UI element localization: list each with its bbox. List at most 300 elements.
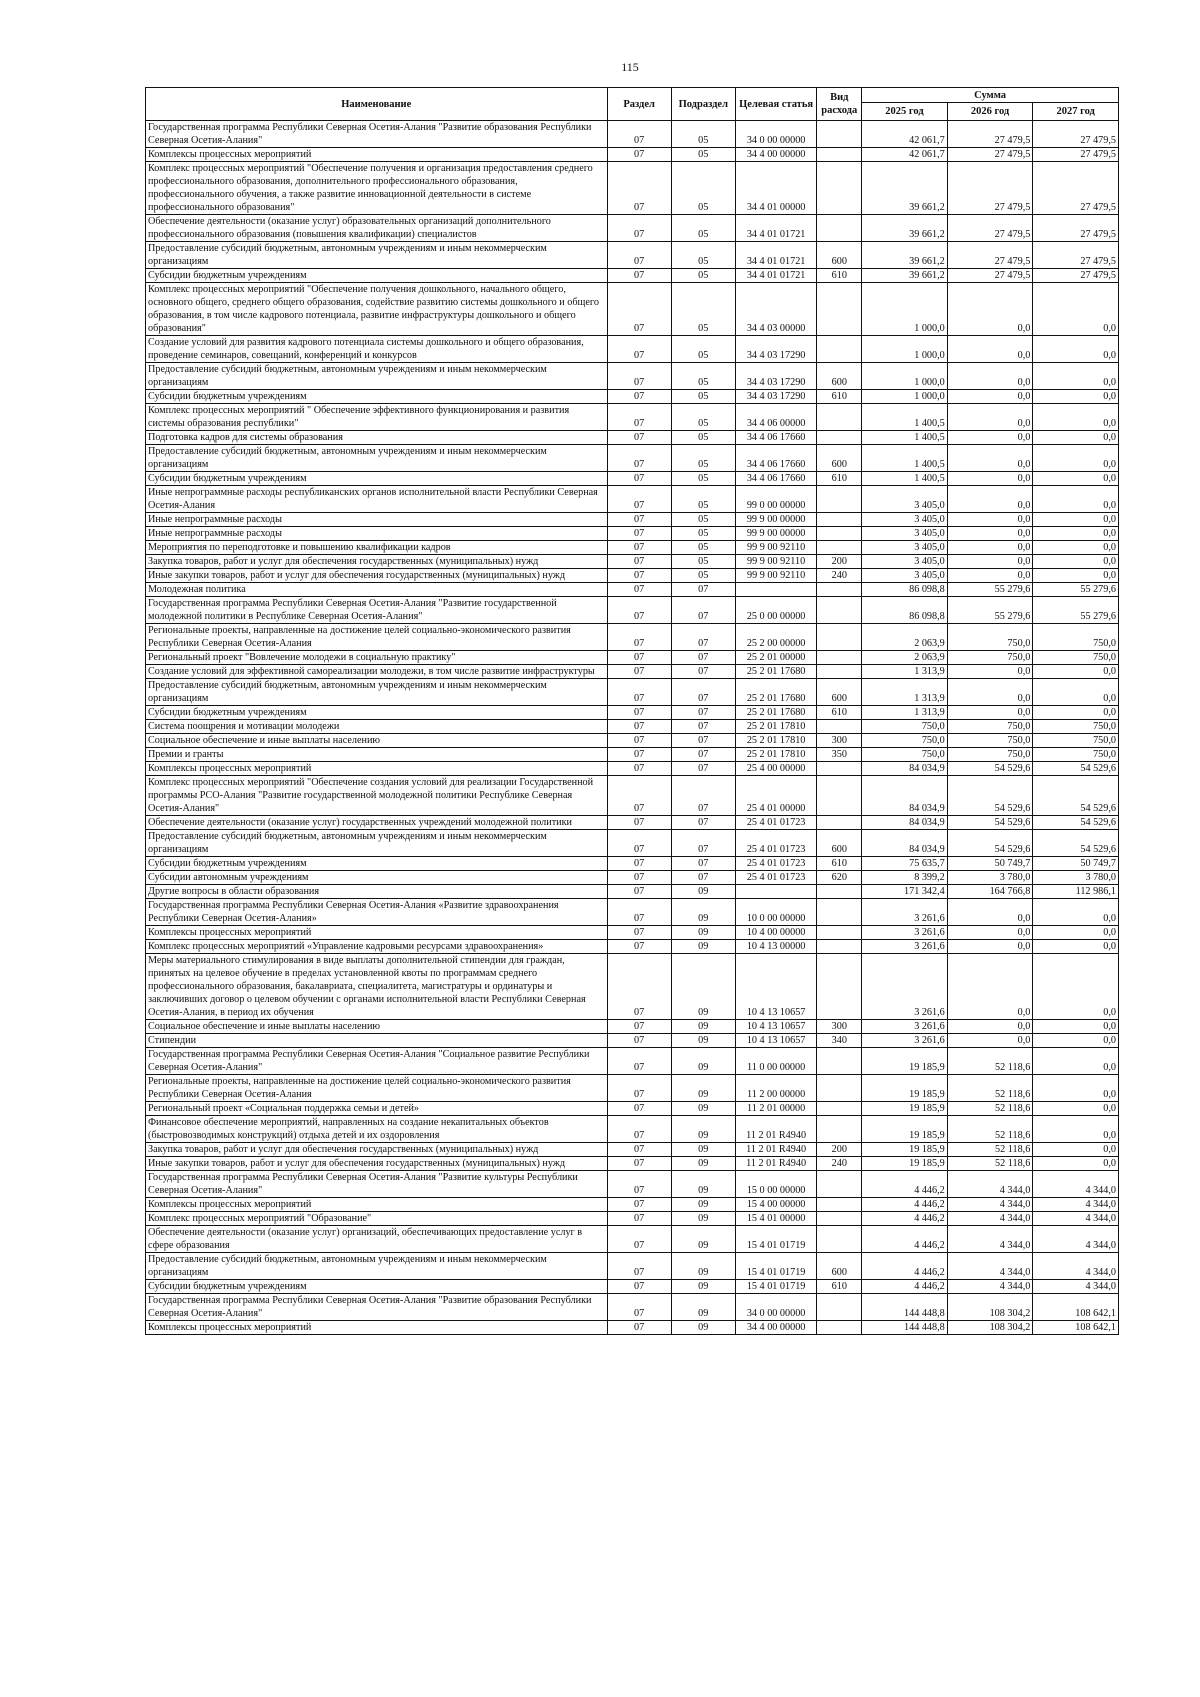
table-row xyxy=(146,762,1119,776)
cell-name: Государственная программа Республики Северная Осетия-Алания "Социальное развитие Республики Северная Осетия-Алания" xyxy=(146,1048,608,1075)
cell-section: 07 xyxy=(607,940,671,954)
cell-amount-2026: 0,0 xyxy=(947,954,1033,1020)
cell-subsection: 09 xyxy=(671,1020,735,1034)
cell-subsection: 09 xyxy=(671,1157,735,1171)
cell-section: 07 xyxy=(607,885,671,899)
cell-amount-2025: 4 446,2 xyxy=(862,1280,948,1294)
cell-amount-2025: 3 261,6 xyxy=(862,1020,948,1034)
cell-amount-2027: 27 479,5 xyxy=(1033,269,1119,283)
cell-target-article xyxy=(735,885,817,899)
cell-name: Комплекс процессных мероприятий "Обеспечение получения и организация предоставления среднего профессионального образования, дополнительного профессионального образования, профессионального обучения, а также развитие инновационной деятельности в системе профессионального образования" xyxy=(146,162,608,215)
cell-expense-kind xyxy=(817,121,862,148)
header-name: Наименование xyxy=(146,88,608,121)
cell-section: 07 xyxy=(607,776,671,816)
cell-section: 07 xyxy=(607,748,671,762)
cell-expense-kind xyxy=(817,404,862,431)
cell-subsection: 09 xyxy=(671,1280,735,1294)
cell-subsection: 09 xyxy=(671,940,735,954)
cell-amount-2025: 3 261,6 xyxy=(862,1034,948,1048)
cell-name: Предоставление субсидий бюджетным, автономным учреждениям и иным некоммерческим организациям xyxy=(146,679,608,706)
cell-subsection: 05 xyxy=(671,390,735,404)
cell-target-article: 25 2 01 17680 xyxy=(735,706,817,720)
cell-name: Комплексы процессных мероприятий xyxy=(146,148,608,162)
table-row xyxy=(146,486,1119,513)
cell-amount-2027: 0,0 xyxy=(1033,1034,1119,1048)
cell-expense-kind: 350 xyxy=(817,748,862,762)
cell-section: 07 xyxy=(607,1157,671,1171)
cell-subsection: 09 xyxy=(671,926,735,940)
cell-target-article: 99 9 00 92110 xyxy=(735,569,817,583)
cell-expense-kind xyxy=(817,720,862,734)
table-row xyxy=(146,1280,1119,1294)
cell-amount-2025: 8 399,2 xyxy=(862,871,948,885)
cell-name: Создание условий для развития кадрового потенциала системы дошкольного и общего образования, проведение семинаров, совещаний, конференций и конкурсов xyxy=(146,336,608,363)
cell-name: Предоставление субсидий бюджетным, автономным учреждениям и иным некоммерческим организациям xyxy=(146,1253,608,1280)
cell-amount-2027: 4 344,0 xyxy=(1033,1171,1119,1198)
cell-section: 07 xyxy=(607,283,671,336)
cell-amount-2026: 52 118,6 xyxy=(947,1048,1033,1075)
cell-amount-2026: 0,0 xyxy=(947,1020,1033,1034)
cell-target-article: 34 4 06 00000 xyxy=(735,404,817,431)
cell-amount-2027: 750,0 xyxy=(1033,734,1119,748)
cell-section: 07 xyxy=(607,242,671,269)
cell-section: 07 xyxy=(607,121,671,148)
cell-expense-kind xyxy=(817,816,862,830)
table-row xyxy=(146,706,1119,720)
cell-amount-2027: 0,0 xyxy=(1033,431,1119,445)
cell-name: Предоставление субсидий бюджетным, автономным учреждениям и иным некоммерческим организациям xyxy=(146,445,608,472)
header-2027: 2027 год xyxy=(1033,103,1119,121)
cell-name: Комплекс процессных мероприятий "Обеспечение получения дошкольного, начального общего, основного общего, среднего общего образования, содействие развитию системы дошкольного и общего образования, в том числе кадрового потенциала, развитие инфраструктуры дошкольного и общего образования" xyxy=(146,283,608,336)
table-row xyxy=(146,624,1119,651)
cell-amount-2026: 0,0 xyxy=(947,486,1033,513)
table-row xyxy=(146,404,1119,431)
cell-name: Премии и гранты xyxy=(146,748,608,762)
cell-expense-kind xyxy=(817,1102,862,1116)
cell-amount-2026: 4 344,0 xyxy=(947,1280,1033,1294)
cell-expense-kind xyxy=(817,954,862,1020)
table-row xyxy=(146,162,1119,215)
cell-amount-2027: 0,0 xyxy=(1033,940,1119,954)
cell-subsection: 05 xyxy=(671,215,735,242)
cell-amount-2025: 39 661,2 xyxy=(862,242,948,269)
cell-name: Комплекс процессных мероприятий " Обеспечение эффективного функционирования и развития системы образования республики" xyxy=(146,404,608,431)
cell-subsection: 07 xyxy=(671,871,735,885)
cell-subsection: 09 xyxy=(671,1102,735,1116)
cell-expense-kind: 610 xyxy=(817,390,862,404)
cell-amount-2025: 144 448,8 xyxy=(862,1294,948,1321)
cell-amount-2027: 750,0 xyxy=(1033,651,1119,665)
table-row xyxy=(146,816,1119,830)
cell-subsection: 05 xyxy=(671,431,735,445)
table-row xyxy=(146,597,1119,624)
cell-amount-2025: 84 034,9 xyxy=(862,816,948,830)
cell-amount-2025: 42 061,7 xyxy=(862,121,948,148)
cell-target-article: 34 4 01 01721 xyxy=(735,269,817,283)
table-row xyxy=(146,1048,1119,1075)
cell-amount-2026: 27 479,5 xyxy=(947,269,1033,283)
cell-amount-2027: 55 279,6 xyxy=(1033,597,1119,624)
cell-target-article: 99 9 00 00000 xyxy=(735,527,817,541)
cell-expense-kind xyxy=(817,762,862,776)
cell-target-article: 25 2 01 17680 xyxy=(735,665,817,679)
cell-subsection: 05 xyxy=(671,527,735,541)
cell-section: 07 xyxy=(607,624,671,651)
table-row xyxy=(146,857,1119,871)
table-row xyxy=(146,541,1119,555)
cell-amount-2026: 0,0 xyxy=(947,679,1033,706)
cell-name: Предоставление субсидий бюджетным, автономным учреждениям и иным некоммерческим организациям xyxy=(146,242,608,269)
cell-target-article: 10 4 13 10657 xyxy=(735,1034,817,1048)
cell-amount-2025: 4 446,2 xyxy=(862,1171,948,1198)
cell-target-article: 25 2 01 17680 xyxy=(735,679,817,706)
cell-amount-2026: 0,0 xyxy=(947,527,1033,541)
cell-subsection: 07 xyxy=(671,762,735,776)
cell-expense-kind: 610 xyxy=(817,472,862,486)
cell-expense-kind: 600 xyxy=(817,1253,862,1280)
cell-amount-2026: 0,0 xyxy=(947,472,1033,486)
cell-name: Государственная программа Республики Северная Осетия-Алания «Развитие здравоохранения Республики Северная Осетия-Алания» xyxy=(146,899,608,926)
cell-subsection: 05 xyxy=(671,555,735,569)
cell-amount-2027: 0,0 xyxy=(1033,390,1119,404)
cell-section: 07 xyxy=(607,527,671,541)
table-row xyxy=(146,336,1119,363)
table-row xyxy=(146,1212,1119,1226)
cell-target-article: 11 2 00 00000 xyxy=(735,1075,817,1102)
page-number: 115 xyxy=(621,60,639,74)
cell-amount-2027: 112 986,1 xyxy=(1033,885,1119,899)
table-row xyxy=(146,583,1119,597)
cell-amount-2026: 750,0 xyxy=(947,651,1033,665)
cell-section: 07 xyxy=(607,1280,671,1294)
cell-name: Региональные проекты, направленные на достижение целей социально-экономического развития Республики Северная Осетия-Алания xyxy=(146,1075,608,1102)
cell-expense-kind xyxy=(817,148,862,162)
cell-section: 07 xyxy=(607,1212,671,1226)
cell-subsection: 05 xyxy=(671,162,735,215)
header-subsection: Подраздел xyxy=(671,88,735,121)
cell-target-article: 34 4 00 00000 xyxy=(735,1321,817,1335)
table-row xyxy=(146,1226,1119,1253)
cell-amount-2026: 27 479,5 xyxy=(947,242,1033,269)
cell-subsection: 09 xyxy=(671,954,735,1020)
cell-expense-kind xyxy=(817,1198,862,1212)
table-row xyxy=(146,776,1119,816)
cell-amount-2026: 50 749,7 xyxy=(947,857,1033,871)
cell-section: 07 xyxy=(607,1226,671,1253)
cell-name: Предоставление субсидий бюджетным, автономным учреждениям и иным некоммерческим организациям xyxy=(146,830,608,857)
cell-subsection: 05 xyxy=(671,336,735,363)
cell-expense-kind: 300 xyxy=(817,734,862,748)
cell-target-article: 10 4 13 10657 xyxy=(735,1020,817,1034)
cell-amount-2027: 0,0 xyxy=(1033,899,1119,926)
cell-subsection: 05 xyxy=(671,404,735,431)
cell-amount-2025: 19 185,9 xyxy=(862,1075,948,1102)
cell-amount-2027: 4 344,0 xyxy=(1033,1280,1119,1294)
cell-amount-2027: 27 479,5 xyxy=(1033,242,1119,269)
cell-subsection: 05 xyxy=(671,513,735,527)
table-row xyxy=(146,363,1119,390)
cell-amount-2026: 0,0 xyxy=(947,706,1033,720)
cell-amount-2026: 164 766,8 xyxy=(947,885,1033,899)
cell-target-article: 15 4 01 01719 xyxy=(735,1253,817,1280)
cell-section: 07 xyxy=(607,472,671,486)
cell-amount-2027: 0,0 xyxy=(1033,445,1119,472)
cell-expense-kind xyxy=(817,215,862,242)
header-target: Целевая статья xyxy=(735,88,817,121)
cell-amount-2026: 54 529,6 xyxy=(947,816,1033,830)
cell-amount-2025: 3 261,6 xyxy=(862,954,948,1020)
cell-amount-2027: 55 279,6 xyxy=(1033,583,1119,597)
cell-name: Региональный проект «Социальная поддержка семьи и детей» xyxy=(146,1102,608,1116)
cell-target-article: 15 0 00 00000 xyxy=(735,1171,817,1198)
cell-amount-2025: 3 405,0 xyxy=(862,541,948,555)
cell-amount-2026: 0,0 xyxy=(947,431,1033,445)
cell-expense-kind: 300 xyxy=(817,1020,862,1034)
cell-amount-2026: 0,0 xyxy=(947,1034,1033,1048)
cell-subsection: 07 xyxy=(671,583,735,597)
cell-target-article: 10 0 00 00000 xyxy=(735,899,817,926)
table-row xyxy=(146,954,1119,1020)
cell-name: Обеспечение деятельности (оказание услуг) государственных учреждений молодежной политики xyxy=(146,816,608,830)
cell-section: 07 xyxy=(607,162,671,215)
cell-target-article: 15 4 01 01719 xyxy=(735,1226,817,1253)
cell-amount-2025: 39 661,2 xyxy=(862,215,948,242)
cell-target-article: 10 4 13 00000 xyxy=(735,940,817,954)
cell-subsection: 07 xyxy=(671,734,735,748)
cell-expense-kind: 600 xyxy=(817,830,862,857)
table-body xyxy=(146,121,1119,1335)
cell-amount-2027: 27 479,5 xyxy=(1033,162,1119,215)
cell-expense-kind: 600 xyxy=(817,445,862,472)
cell-name: Иные непрограммные расходы xyxy=(146,513,608,527)
cell-section: 07 xyxy=(607,1102,671,1116)
cell-name: Субсидии бюджетным учреждениям xyxy=(146,269,608,283)
cell-name: Региональные проекты, направленные на достижение целей социально-экономического развития Республики Северная Осетия-Алания xyxy=(146,624,608,651)
cell-name: Комплексы процессных мероприятий xyxy=(146,926,608,940)
cell-target-article: 34 4 06 17660 xyxy=(735,431,817,445)
table-row xyxy=(146,121,1119,148)
cell-amount-2027: 0,0 xyxy=(1033,472,1119,486)
cell-target-article: 34 4 00 00000 xyxy=(735,148,817,162)
cell-amount-2025: 4 446,2 xyxy=(862,1212,948,1226)
cell-name: Молодежная политика xyxy=(146,583,608,597)
table-row xyxy=(146,1143,1119,1157)
table-row xyxy=(146,1253,1119,1280)
cell-target-article: 34 0 00 00000 xyxy=(735,1294,817,1321)
table-row xyxy=(146,1116,1119,1143)
cell-amount-2025: 75 635,7 xyxy=(862,857,948,871)
cell-amount-2027: 4 344,0 xyxy=(1033,1253,1119,1280)
cell-target-article: 34 4 06 17660 xyxy=(735,445,817,472)
cell-subsection: 09 xyxy=(671,1143,735,1157)
cell-target-article: 10 4 00 00000 xyxy=(735,926,817,940)
cell-amount-2025: 3 261,6 xyxy=(862,940,948,954)
cell-target-article: 34 4 03 17290 xyxy=(735,390,817,404)
cell-amount-2025: 19 185,9 xyxy=(862,1048,948,1075)
cell-amount-2026: 54 529,6 xyxy=(947,830,1033,857)
table-row xyxy=(146,871,1119,885)
cell-subsection: 09 xyxy=(671,899,735,926)
cell-amount-2025: 750,0 xyxy=(862,734,948,748)
table-row xyxy=(146,283,1119,336)
cell-amount-2027: 27 479,5 xyxy=(1033,215,1119,242)
cell-expense-kind xyxy=(817,1294,862,1321)
cell-expense-kind xyxy=(817,1048,862,1075)
cell-name: Иные непрограммные расходы республиканских органов исполнительной власти Республики Северная Осетия-Алания xyxy=(146,486,608,513)
cell-target-article: 11 0 00 00000 xyxy=(735,1048,817,1075)
cell-target-article: 99 9 00 92110 xyxy=(735,555,817,569)
cell-expense-kind: 620 xyxy=(817,871,862,885)
cell-name: Социальное обеспечение и иные выплаты населению xyxy=(146,734,608,748)
cell-subsection: 09 xyxy=(671,1253,735,1280)
cell-amount-2026: 4 344,0 xyxy=(947,1212,1033,1226)
cell-amount-2025: 1 400,5 xyxy=(862,404,948,431)
cell-target-article: 25 4 01 01723 xyxy=(735,871,817,885)
cell-amount-2026: 27 479,5 xyxy=(947,215,1033,242)
cell-amount-2026: 55 279,6 xyxy=(947,583,1033,597)
cell-amount-2027: 0,0 xyxy=(1033,336,1119,363)
cell-target-article: 25 4 01 00000 xyxy=(735,776,817,816)
cell-amount-2026: 750,0 xyxy=(947,624,1033,651)
budget-table xyxy=(145,87,1119,1335)
cell-subsection: 09 xyxy=(671,1294,735,1321)
cell-subsection: 05 xyxy=(671,121,735,148)
cell-name: Создание условий для эффективной самореализации молодежи, в том числе развитие инфраструктуры xyxy=(146,665,608,679)
cell-subsection: 07 xyxy=(671,776,735,816)
cell-target-article: 11 2 01 00000 xyxy=(735,1102,817,1116)
cell-amount-2027: 750,0 xyxy=(1033,748,1119,762)
cell-amount-2026: 52 118,6 xyxy=(947,1143,1033,1157)
cell-amount-2027: 54 529,6 xyxy=(1033,762,1119,776)
cell-amount-2025: 39 661,2 xyxy=(862,269,948,283)
table-row xyxy=(146,1321,1119,1335)
cell-amount-2025: 19 185,9 xyxy=(862,1102,948,1116)
cell-target-article: 25 2 01 17810 xyxy=(735,720,817,734)
cell-amount-2026: 750,0 xyxy=(947,734,1033,748)
cell-amount-2025: 750,0 xyxy=(862,748,948,762)
cell-amount-2025: 3 405,0 xyxy=(862,527,948,541)
table-row xyxy=(146,1020,1119,1034)
cell-name: Комплексы процессных мероприятий xyxy=(146,762,608,776)
cell-name: Комплекс процессных мероприятий "Обеспечение создания условий для реализации Государственной программы РСО-Алания "Развитие государственной молодежной политики Республике Северная Осетия-Алания" xyxy=(146,776,608,816)
cell-amount-2025: 1 313,9 xyxy=(862,665,948,679)
cell-expense-kind xyxy=(817,527,862,541)
cell-section: 07 xyxy=(607,651,671,665)
cell-amount-2027: 0,0 xyxy=(1033,513,1119,527)
cell-expense-kind xyxy=(817,651,862,665)
cell-amount-2027: 0,0 xyxy=(1033,706,1119,720)
cell-section: 07 xyxy=(607,926,671,940)
cell-section: 07 xyxy=(607,734,671,748)
table-row xyxy=(146,445,1119,472)
cell-name: Другие вопросы в области образования xyxy=(146,885,608,899)
cell-target-article: 25 2 01 17810 xyxy=(735,748,817,762)
cell-name: Субсидии автономным учреждениям xyxy=(146,871,608,885)
cell-amount-2026: 3 780,0 xyxy=(947,871,1033,885)
cell-amount-2027: 54 529,6 xyxy=(1033,816,1119,830)
cell-amount-2026: 27 479,5 xyxy=(947,162,1033,215)
cell-amount-2027: 0,0 xyxy=(1033,1075,1119,1102)
cell-amount-2026: 0,0 xyxy=(947,336,1033,363)
table-row xyxy=(146,269,1119,283)
cell-amount-2025: 144 448,8 xyxy=(862,1321,948,1335)
cell-name: Субсидии бюджетным учреждениям xyxy=(146,390,608,404)
cell-expense-kind xyxy=(817,583,862,597)
table-row xyxy=(146,513,1119,527)
cell-amount-2027: 0,0 xyxy=(1033,486,1119,513)
cell-amount-2026: 0,0 xyxy=(947,390,1033,404)
cell-name: Обеспечение деятельности (оказание услуг) организаций, обеспечивающих предоставление услуг в сфере образования xyxy=(146,1226,608,1253)
cell-section: 07 xyxy=(607,486,671,513)
table-row xyxy=(146,390,1119,404)
cell-expense-kind: 240 xyxy=(817,569,862,583)
cell-target-article: 10 4 13 10657 xyxy=(735,954,817,1020)
cell-amount-2026: 55 279,6 xyxy=(947,597,1033,624)
table-row xyxy=(146,679,1119,706)
cell-amount-2026: 52 118,6 xyxy=(947,1157,1033,1171)
cell-target-article: 25 4 00 00000 xyxy=(735,762,817,776)
cell-amount-2026: 52 118,6 xyxy=(947,1102,1033,1116)
cell-subsection: 09 xyxy=(671,1034,735,1048)
table-row xyxy=(146,940,1119,954)
cell-subsection: 05 xyxy=(671,445,735,472)
cell-target-article: 34 4 03 00000 xyxy=(735,283,817,336)
cell-section: 07 xyxy=(607,1143,671,1157)
cell-expense-kind xyxy=(817,1321,862,1335)
cell-amount-2025: 2 063,9 xyxy=(862,651,948,665)
cell-subsection: 05 xyxy=(671,569,735,583)
cell-section: 07 xyxy=(607,679,671,706)
cell-expense-kind xyxy=(817,885,862,899)
cell-name: Комплекс процессных мероприятий "Образование" xyxy=(146,1212,608,1226)
cell-expense-kind xyxy=(817,336,862,363)
cell-amount-2025: 86 098,8 xyxy=(862,583,948,597)
cell-name: Финансовое обеспечение мероприятий, направленных на создание некапитальных объектов (быстровозводимых конструкций) отдыха детей и их оздоровления xyxy=(146,1116,608,1143)
cell-amount-2025: 84 034,9 xyxy=(862,776,948,816)
cell-section: 07 xyxy=(607,363,671,390)
cell-target-article: 25 4 01 01723 xyxy=(735,816,817,830)
cell-name: Государственная программа Республики Северная Осетия-Алания "Развитие образования Республики Северная Осетия-Алания" xyxy=(146,1294,608,1321)
cell-name: Комплексы процессных мероприятий xyxy=(146,1198,608,1212)
table-row xyxy=(146,665,1119,679)
cell-target-article: 99 9 00 00000 xyxy=(735,513,817,527)
cell-expense-kind xyxy=(817,776,862,816)
cell-amount-2027: 3 780,0 xyxy=(1033,871,1119,885)
cell-expense-kind: 240 xyxy=(817,1157,862,1171)
cell-amount-2025: 19 185,9 xyxy=(862,1143,948,1157)
cell-subsection: 09 xyxy=(671,1048,735,1075)
cell-section: 07 xyxy=(607,1198,671,1212)
cell-name: Мероприятия по переподготовке и повышению квалификации кадров xyxy=(146,541,608,555)
cell-amount-2027: 0,0 xyxy=(1033,363,1119,390)
cell-name: Комплексы процессных мероприятий xyxy=(146,1321,608,1335)
cell-name: Система поощрения и мотивации молодежи xyxy=(146,720,608,734)
cell-subsection: 07 xyxy=(671,624,735,651)
table-row xyxy=(146,215,1119,242)
cell-amount-2026: 27 479,5 xyxy=(947,121,1033,148)
cell-amount-2027: 0,0 xyxy=(1033,1143,1119,1157)
cell-subsection: 05 xyxy=(671,486,735,513)
table-row xyxy=(146,555,1119,569)
cell-amount-2025: 1 000,0 xyxy=(862,336,948,363)
cell-section: 07 xyxy=(607,1048,671,1075)
cell-target-article: 11 2 01 R4940 xyxy=(735,1143,817,1157)
cell-expense-kind: 610 xyxy=(817,269,862,283)
cell-amount-2026: 52 118,6 xyxy=(947,1075,1033,1102)
cell-target-article: 25 0 00 00000 xyxy=(735,597,817,624)
table-row xyxy=(146,527,1119,541)
cell-subsection: 07 xyxy=(671,597,735,624)
